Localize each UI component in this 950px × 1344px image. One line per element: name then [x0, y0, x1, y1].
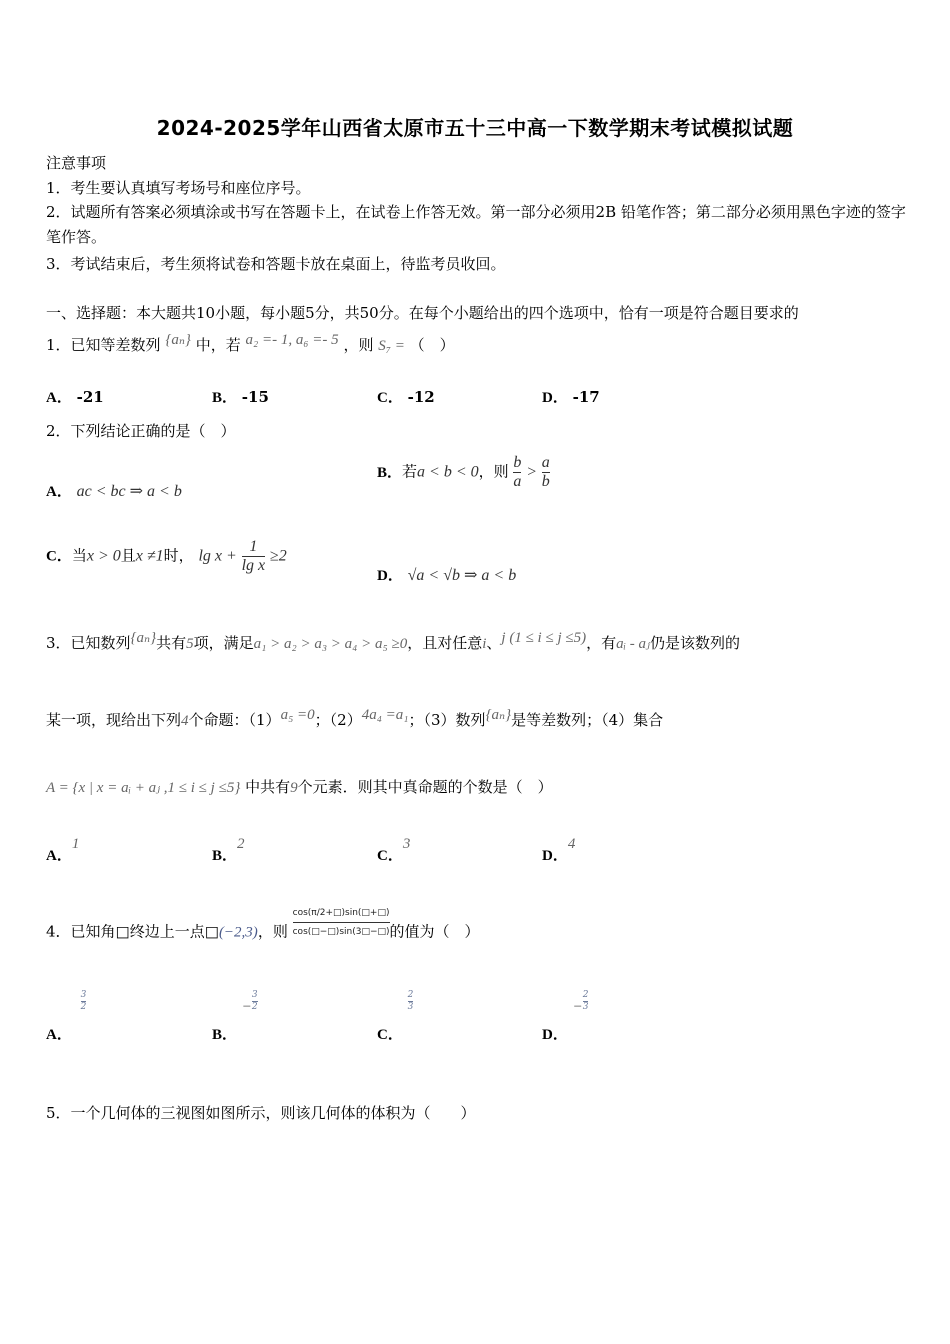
- page-title: 2024-2025学年山西省太原市五十三中高一下数学期末考试模拟试题: [156, 116, 794, 140]
- notice-item-1: 1．考生要认真填写考场号和座位序号。: [46, 179, 311, 197]
- q4-option-d: [542, 990, 589, 1043]
- q2-option-c-label: C．: [46, 548, 72, 565]
- q2-option-b-fraction-1: [513, 454, 521, 491]
- q3-text-6: ，有: [586, 634, 617, 652]
- q4-option-c-label: C．: [377, 1027, 403, 1043]
- q4-option-a-den: 2: [80, 1002, 87, 1012]
- q3-l2-math-3: 4a₄ =a₁: [361, 707, 409, 723]
- q4-text-1: 4．已知角: [46, 922, 116, 941]
- q1-option-a-text: -21: [76, 388, 104, 406]
- q3-math-2: 5: [186, 636, 194, 652]
- q3-l2-text-4: ；（3）数列: [408, 711, 486, 729]
- q4-option-c: [377, 990, 414, 1043]
- q3-option-c: [377, 836, 411, 865]
- q4-option-b-fraction: [252, 990, 258, 1013]
- section-heading: 一、选择题：本大题共10小题，每小题5分，共50分。在每个小题给出的四个选项中，恰有一项是符合题目要求的: [46, 304, 799, 322]
- q3-l2-text-5: 是等差数列；（4）集合: [511, 711, 664, 729]
- q1-text-1: 1．已知等差数列: [46, 336, 161, 354]
- question-5-stem: 5．一个几何体的三视图如图所示，则该几何体的体积为（ ）: [46, 1104, 476, 1122]
- q3-option-a-label: A．: [46, 848, 72, 864]
- q4-option-c-den: 3: [407, 1002, 414, 1012]
- q2-option-d-label: D．: [377, 568, 403, 584]
- q2-option-c: [46, 538, 287, 575]
- q1-option-c: [377, 386, 435, 407]
- q4-option-c-fraction: [408, 990, 414, 1013]
- q4-unknown-glyph-2: □: [204, 922, 219, 941]
- q3-option-a-text: 1: [71, 836, 80, 852]
- q2-option-c-math-1: x > 0: [86, 547, 121, 565]
- q1-option-c-label: C．: [377, 390, 403, 406]
- q2-c-frac-num: 1: [249, 538, 258, 555]
- q4-option-d-sign: −: [572, 999, 583, 1015]
- q1-option-b-label: B．: [212, 390, 238, 406]
- question-3-line-3: [46, 776, 553, 797]
- q1-option-c-text: -12: [407, 388, 435, 406]
- q1-text-2: 中，若: [195, 336, 241, 354]
- q3-text-1: 3．已知数列: [46, 634, 131, 652]
- q1-option-d-label: D．: [542, 390, 568, 406]
- q4-option-d-num: 2: [582, 990, 589, 1000]
- q1-math-s7: S₇ =: [378, 338, 405, 354]
- question-3-line-1: [46, 632, 740, 653]
- q1-math-sequence: {aₙ}: [165, 332, 191, 348]
- q4-option-b: [212, 990, 258, 1043]
- question-3-line-2: [46, 709, 663, 730]
- q4-option-b-label: B．: [212, 1027, 238, 1043]
- q3-math-6: aᵢ - aⱼ: [616, 636, 650, 652]
- q2-option-a: [46, 480, 182, 501]
- q3-option-c-label: C．: [377, 848, 403, 864]
- q4-option-a-num: 3: [80, 990, 87, 1000]
- q4-expression-denominator: cos(□−□)sin(3□−□): [293, 922, 390, 941]
- q3-math-4: i: [482, 636, 487, 652]
- q3-option-d: [542, 836, 576, 865]
- q1-option-b: [212, 386, 269, 407]
- q3-l2-math-2: a₅ =0: [280, 707, 315, 723]
- q3-option-c-text: 3: [402, 836, 411, 852]
- q4-option-b-den: 2: [251, 1002, 258, 1012]
- q2-option-c-math-3: lg x +: [198, 547, 237, 565]
- q3-l3-math-set: A = {x | x = aᵢ + aⱼ ,1 ≤ i ≤ j ≤5}: [46, 780, 241, 796]
- q4-option-d-label: D．: [542, 1027, 568, 1043]
- q1-option-b-text: -15: [241, 388, 269, 406]
- q2-b-frac2-den: b: [541, 473, 550, 490]
- q4-expression-numerator: cos(π/2+□)sin(□+□): [292, 908, 390, 918]
- q4-option-a-label: A．: [46, 1027, 72, 1043]
- q3-l3-math-2: 9: [290, 780, 298, 796]
- q3-text-3: 项，满足: [193, 634, 254, 652]
- q4-expression: [293, 904, 390, 941]
- q4-option-d-den: 3: [582, 1002, 589, 1012]
- q3-text-4: ，且对任意: [407, 634, 483, 652]
- q3-option-d-text: 4: [567, 836, 576, 852]
- q2-option-d-math: √a < √b ⇒ a < b: [407, 567, 517, 584]
- notice-heading: 注意事项: [46, 154, 107, 172]
- q2-option-c-text-2: 且: [120, 546, 136, 565]
- q3-l2-math-4: {aₙ}: [485, 707, 512, 723]
- q4-option-a-fraction: [81, 990, 87, 1013]
- q2-option-b-text-1: 若: [402, 462, 418, 481]
- q4-text-2: 终边上一点: [129, 922, 205, 941]
- q3-l2-text-2: 个命题：（1）: [188, 711, 281, 729]
- q3-text-7: 仍是该数列的: [649, 634, 740, 652]
- q2-option-b-text-2: ，则: [478, 462, 509, 481]
- q4-text-4: 的值为（ ）: [389, 922, 480, 941]
- q2-option-c-text-3: 时，: [163, 546, 194, 565]
- q2-b-frac1-num: b: [513, 454, 522, 471]
- q2-option-b-math-1: a < b < 0: [417, 463, 479, 481]
- q3-text-5: 、: [486, 634, 502, 652]
- q2-option-b-fraction-2: [542, 454, 550, 491]
- q2-option-c-math-2: x ≠1: [135, 547, 164, 565]
- q3-l2-text-3: ；（2）: [314, 711, 362, 729]
- q2-option-c-math-4: ≥2: [269, 547, 287, 565]
- q1-option-a: [46, 386, 104, 407]
- q2-option-a-label: A．: [46, 484, 72, 500]
- q2-option-b: [377, 454, 550, 491]
- notice-item-3: 3．考试结束后，考生须将试卷和答题卡放在桌面上，待监考员收回。: [46, 255, 506, 273]
- question-1-stem: [46, 334, 455, 355]
- q4-text-3: ，则: [257, 922, 288, 941]
- q3-text-2: 共有: [156, 634, 187, 652]
- q3-option-d-label: D．: [542, 848, 568, 864]
- q3-l3-text-1: 中共有: [245, 778, 291, 796]
- q3-option-a: [46, 836, 80, 865]
- q4-option-d-fraction: [583, 990, 589, 1013]
- q1-math-condition: a₂ =- 1, a₆ =- 5: [245, 332, 339, 348]
- q1-option-d-text: -17: [572, 388, 600, 406]
- q2-option-c-fraction: [242, 538, 266, 575]
- q4-point: (−2,3): [218, 924, 258, 941]
- q3-option-b: [212, 836, 245, 865]
- q4-unknown-glyph: □: [115, 922, 130, 941]
- q3-l2-math-1: 4: [181, 713, 189, 729]
- notice-item-2: 2．试题所有答案必须填涂或书写在答题卡上，在试卷上作答无效。第一部分必须用2B 铅笔作答；第二部分必须用黑色字迹的签字笔作答。: [46, 203, 906, 246]
- q1-text-4: （ ）: [409, 336, 455, 354]
- q2-option-b-label: B．: [377, 464, 403, 481]
- q2-option-a-math: ac < bc ⇒ a < b: [76, 483, 182, 500]
- q4-option-b-num: 3: [251, 990, 258, 1000]
- q2-option-b-gt: >: [526, 463, 537, 481]
- q1-option-d: [542, 386, 600, 407]
- q2-option-c-text-1: 当: [71, 546, 87, 565]
- q3-option-b-text: 2: [237, 836, 245, 852]
- q3-option-b-label: B．: [212, 848, 238, 864]
- q3-math-1: {aₙ}: [130, 630, 157, 646]
- q1-option-a-label: A．: [46, 390, 72, 406]
- q2-b-frac2-num: a: [541, 454, 550, 471]
- q3-math-5: j (1 ≤ i ≤ j ≤5): [501, 630, 587, 646]
- q4-option-c-num: 2: [407, 990, 414, 1000]
- q2-option-d: [377, 564, 516, 585]
- q4-option-b-sign: −: [241, 999, 252, 1015]
- question-2-stem: 2．下列结论正确的是（ ）: [46, 422, 236, 440]
- q1-text-3: ，则: [343, 336, 374, 354]
- q4-option-a: [46, 990, 87, 1043]
- q2-b-frac1-den: a: [513, 473, 522, 490]
- q3-math-3: a₁ > a₂ > a₃ > a₄ > a₅ ≥0: [253, 636, 408, 652]
- q3-l2-text-1: 某一项，现给出下列: [46, 711, 182, 729]
- q2-c-frac-den: lg x: [241, 557, 266, 574]
- q3-l3-text-2: 个元素．则其中真命题的个数是（ ）: [297, 778, 553, 796]
